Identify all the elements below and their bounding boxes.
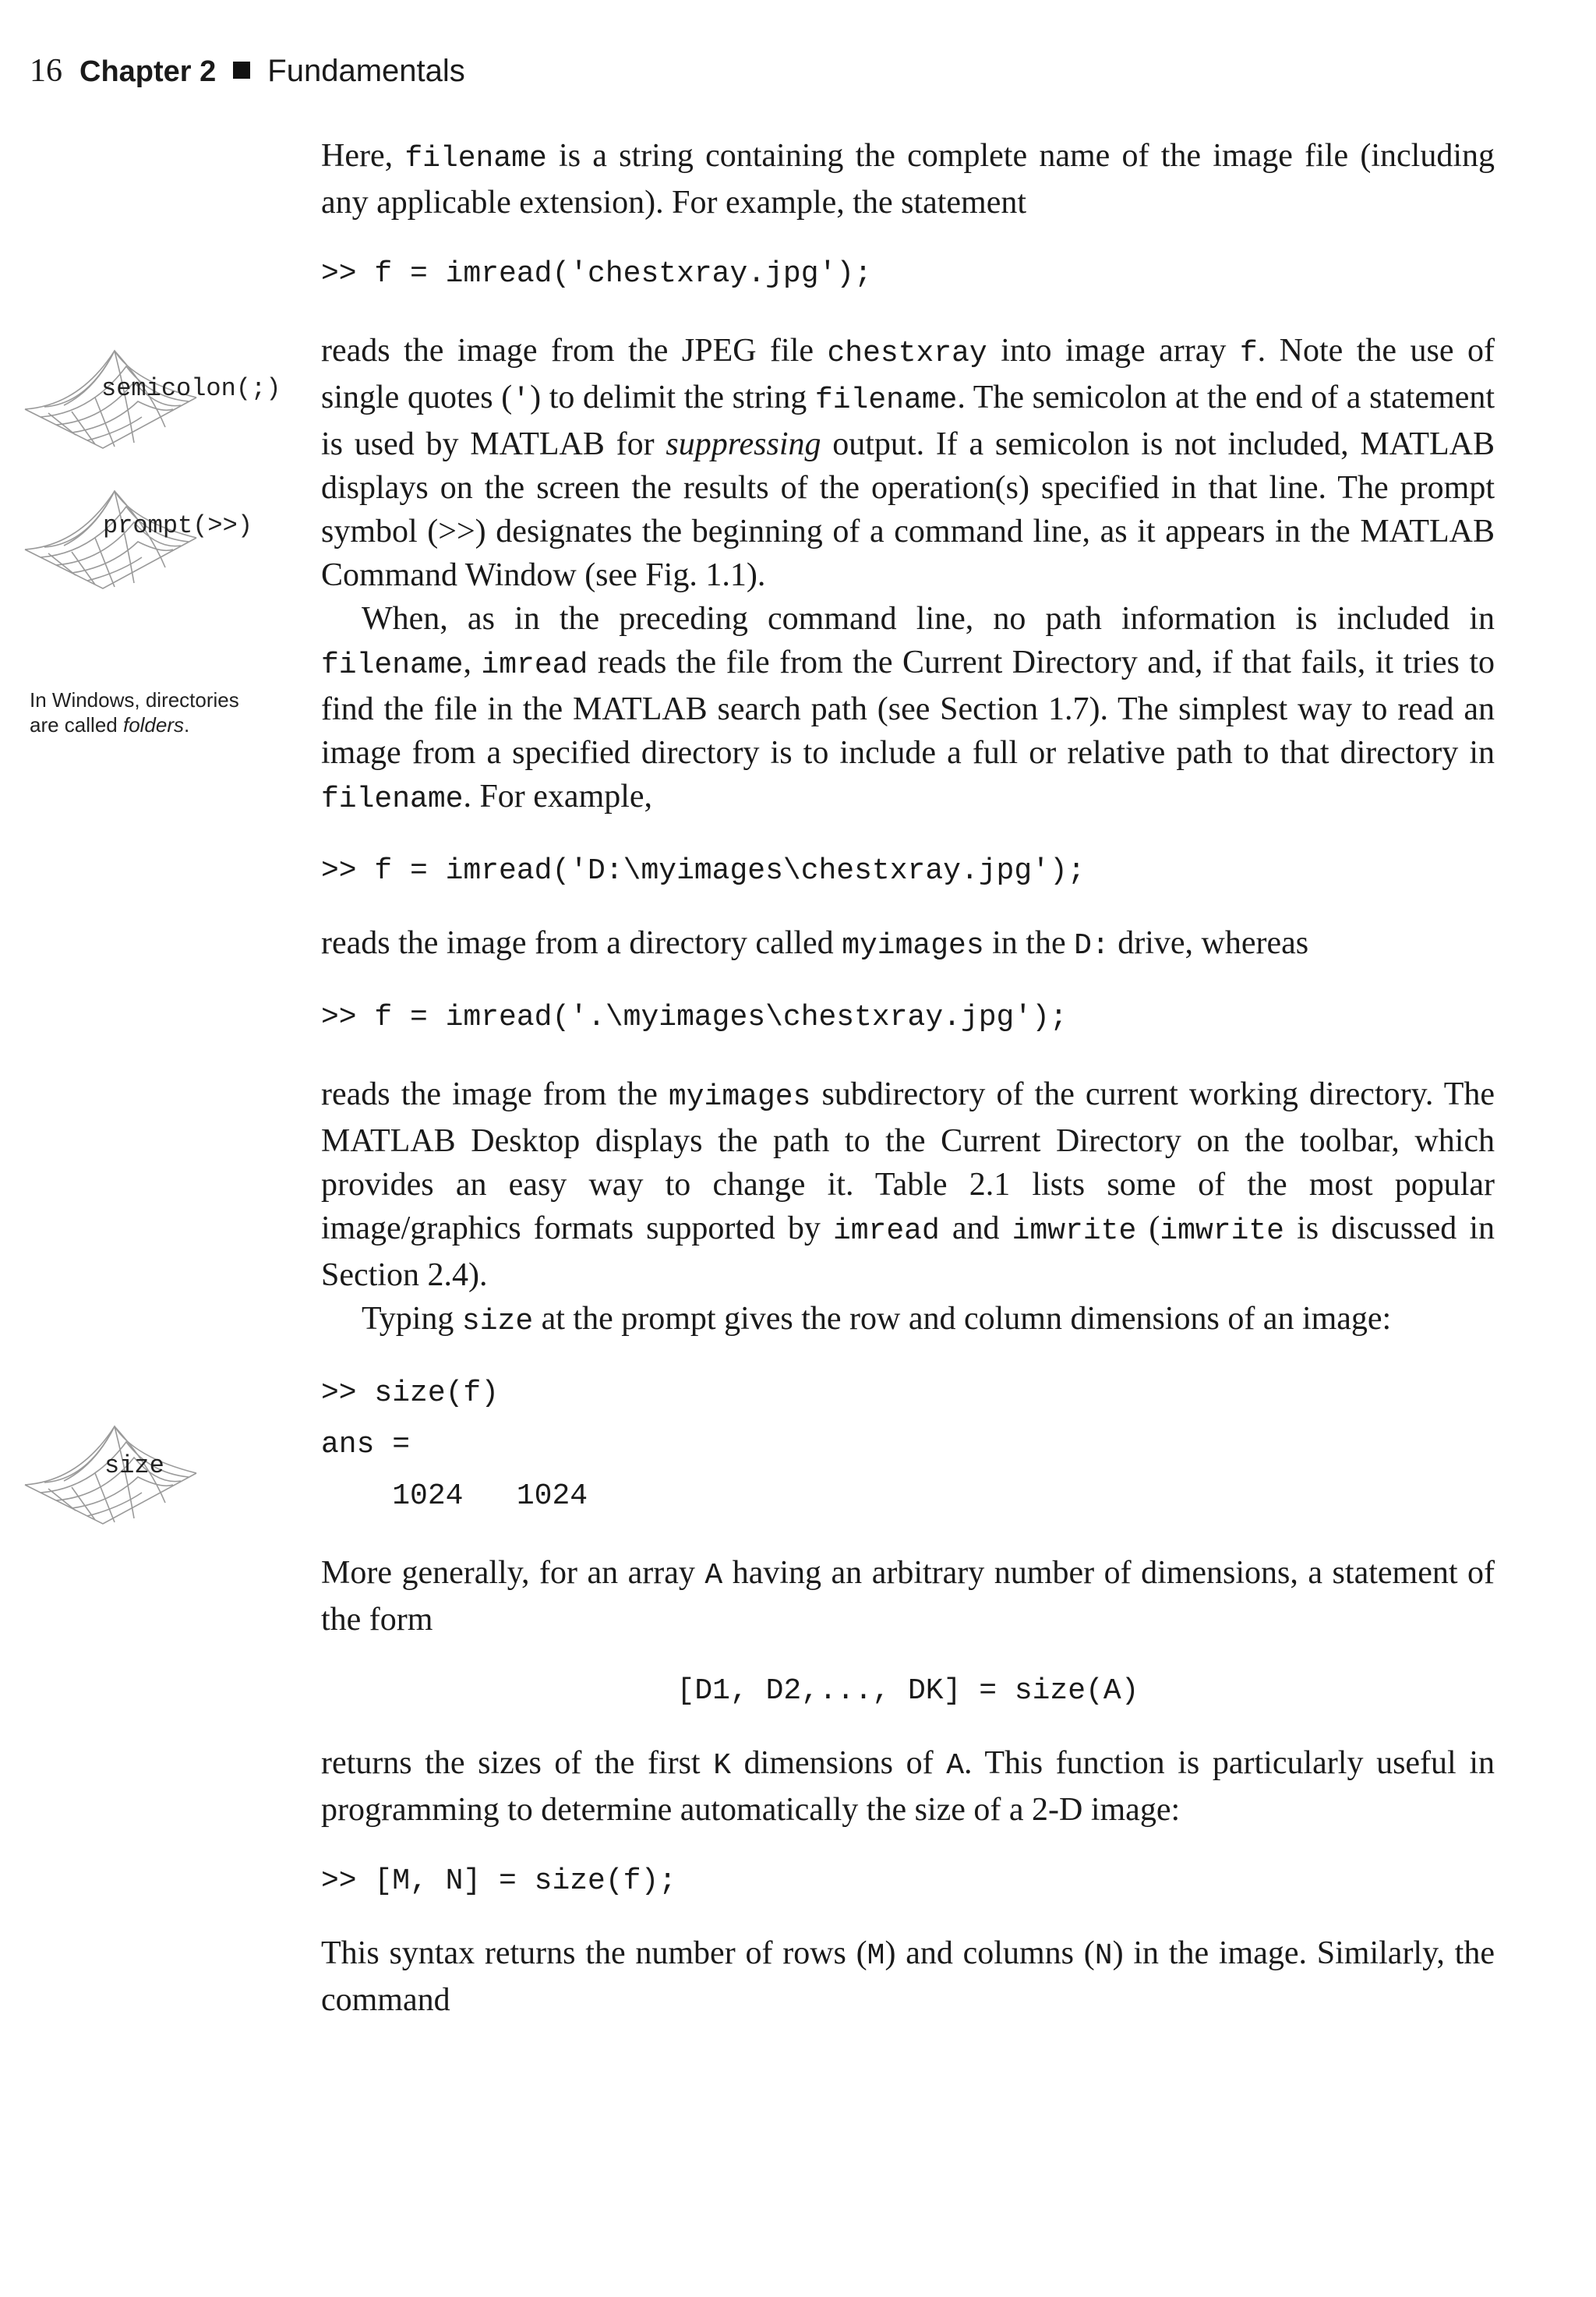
margin-note (30, 687, 279, 737)
code-line-size-mn: >> [M, N] = size(f); (321, 1864, 677, 1898)
paragraph-6: Typing size at the prompt gives the row and column dimensions of an image: (362, 1301, 1392, 1338)
margin-note-line2 (30, 712, 279, 737)
margin-icon-prompt (17, 475, 282, 592)
code-line-size-result: 1024 1024 (321, 1479, 588, 1513)
paragraph-5: reads the image from the myimages subdirectory of the current working directory. The MATLAB Desktop displays the path to the Current Directory on the toolbar, which provides an easy way to change it. Table 2.1 lists some of the most popular image/graphics formats supported by imread and imwrite (imwrite is discussed in Section 2.4). (321, 1076, 1495, 1293)
paragraph-9: This syntax returns the number of rows (M) and columns (N) in the image. Similarly, the command (321, 1935, 1495, 2018)
margin-label-prompt: prompt(>>) (103, 511, 253, 540)
margin-note-line1: In Windows, directories (30, 688, 239, 712)
chapter-label: Chapter 2 (79, 55, 217, 88)
margin-note-period: . (184, 713, 190, 737)
paragraph-8: returns the sizes of the first K dimensions of A. This function is particularly useful in programming to determine automatically the size of a 2-D image: (321, 1745, 1495, 1828)
paragraph-4: reads the image from a directory called myimages in the D: drive, whereas (321, 925, 1309, 963)
running-header (30, 55, 465, 87)
paragraph-1: Here, filename is a string containing the complete name of the image file (including any applicable extension). For example, the statement (321, 138, 1495, 221)
margin-icon-size (17, 1411, 282, 1528)
code-line-imread-chestxray: >> f = imread('chestxray.jpg'); (321, 257, 872, 291)
page-number: 16 (30, 53, 62, 89)
margin-icon-semicolon (17, 335, 282, 452)
paragraph-7: More generally, for an array A having an arbitrary number of dimensions, a statement of the form (321, 1555, 1495, 1638)
margin-label-semicolon: semicolon(;) (101, 374, 281, 403)
code-line-ans: ans = (321, 1428, 411, 1461)
chapter-title: Fundamentals (267, 54, 465, 88)
margin-label-size: size (104, 1451, 164, 1480)
margin-note-text: are called (30, 713, 123, 737)
paragraph-3: When, as in the preceding command line, no path information is included in filename, imread reads the file from the Current Directory and, if that fails, it tries to find the file in the MATLAB search path (see Section 1.7). The simplest way to read an image from a specified directory is to include a full or relative path to that directory in filename. For example, (321, 601, 1495, 816)
code-line-imread-absolute: >> f = imread('D:\myimages\chestxray.jpg'); (321, 854, 1086, 888)
margin-note-emphasis: folders (122, 713, 185, 737)
header-square-icon (233, 62, 250, 79)
code-line-size: >> size(f) (321, 1376, 500, 1410)
code-line-size-general: [D1, D2,..., DK] = size(A) (676, 1674, 1139, 1708)
paragraph-2: reads the image from the JPEG file chestxray into image array f. Note the use of single quotes (') to delimit the string filename. The semicolon at the end of a statement is used by MATLAB for suppressing output. If a semicolon is not included, MATLAB displays on the screen the results of the operation(s) specified in that line. The prompt symbol (>>) designates the beginning of a command line, as it appears in the MATLAB Command Window (see Fig. 1.1). (321, 333, 1495, 593)
main-text-column (321, 134, 1495, 2022)
code-line-imread-relative: >> f = imread('.\myimages\chestxray.jpg'); (321, 1001, 1068, 1034)
